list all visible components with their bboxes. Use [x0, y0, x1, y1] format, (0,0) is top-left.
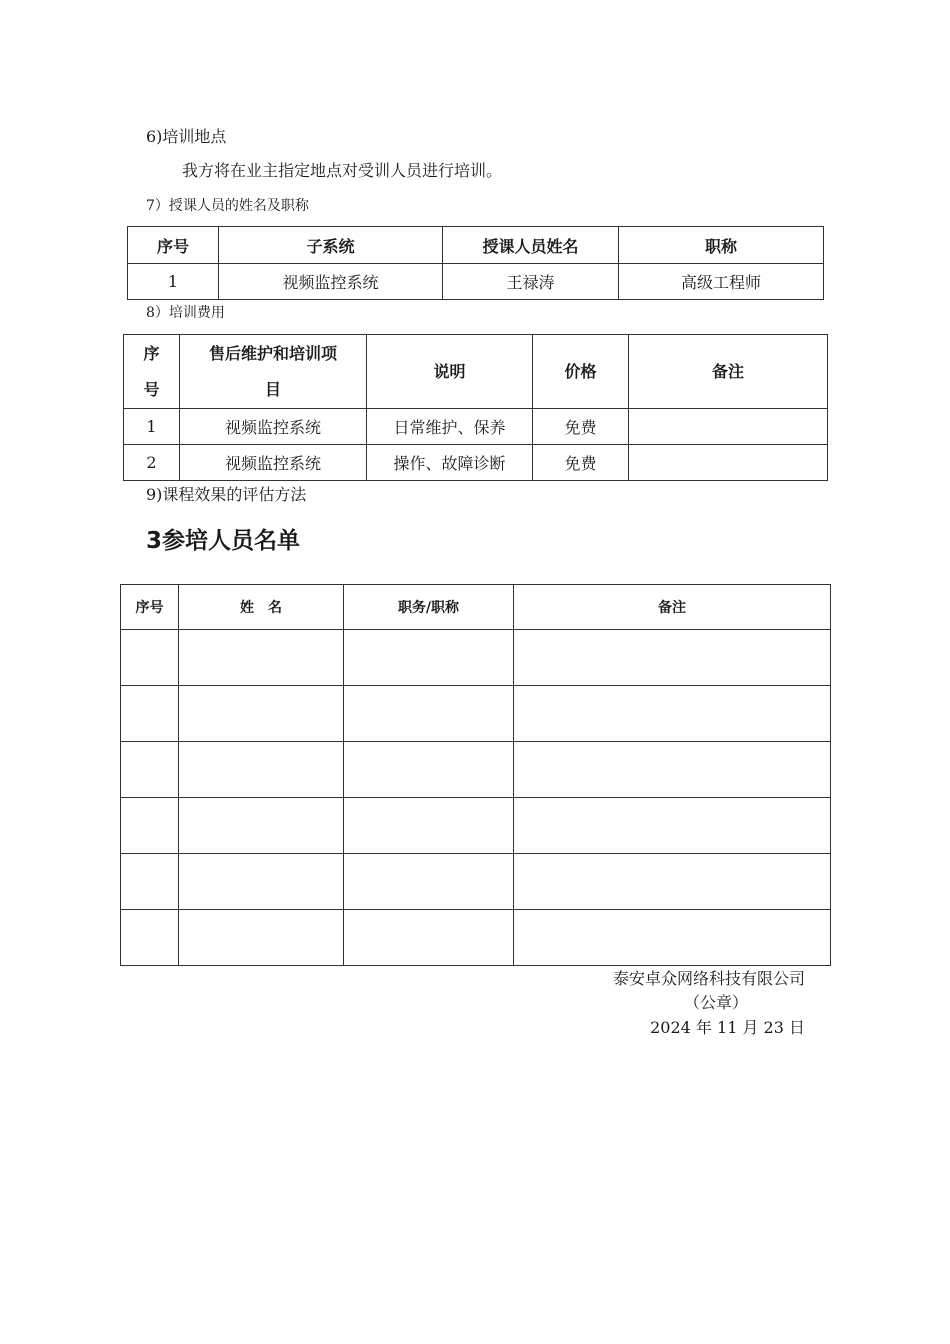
participant-cell [179, 686, 344, 742]
fee-cell: 免费 [533, 409, 629, 445]
participants-table [120, 584, 831, 966]
section-7-heading: 7）授课人员的姓名及职称 [146, 198, 309, 214]
fee-cell: 视频监控系统 [180, 445, 367, 481]
section-6-text: 我方将在业主指定地点对受训人员进行培训。 [182, 161, 503, 180]
participant-cell [344, 630, 514, 686]
fee-header-cell: 售后维护和培训项 目 [180, 335, 367, 409]
participant-cell [344, 742, 514, 798]
instructor-header-cell: 子系统 [219, 227, 443, 264]
fee-cell: 操作、故障诊断 [367, 445, 533, 481]
section-9-heading: 9)课程效果的评估方法 [146, 485, 307, 504]
instructor-cell: 王禄涛 [443, 264, 619, 300]
participant-cell [121, 742, 179, 798]
signature-date: 2024 年 11 月 23 日 [650, 1018, 805, 1037]
participant-cell [121, 798, 179, 854]
participants-section-title: 3参培人员名单 [146, 528, 301, 554]
participant-row [121, 686, 831, 742]
section-6-heading: 6)培训地点 [146, 127, 227, 146]
participant-cell [514, 742, 831, 798]
fee-cell: 1 [124, 409, 180, 445]
fee-cell: 视频监控系统 [180, 409, 367, 445]
fee-cell [629, 409, 828, 445]
participant-header-cell: 备注 [514, 585, 831, 630]
fee-row [124, 409, 828, 445]
participant-cell [179, 854, 344, 910]
participant-cell [121, 910, 179, 966]
participant-row [121, 742, 831, 798]
participant-row [121, 798, 831, 854]
fee-header-cell: 说明 [367, 335, 533, 409]
participant-cell [121, 630, 179, 686]
training-fee-table [123, 334, 828, 481]
fee-header-cell: 价格 [533, 335, 629, 409]
fee-row [124, 445, 828, 481]
participant-cell [344, 854, 514, 910]
participant-cell [179, 742, 344, 798]
company-name: 泰安卓众网络科技有限公司 [612, 969, 805, 988]
instructor-cell: 1 [128, 264, 219, 300]
fee-header-cell: 备注 [629, 335, 828, 409]
participant-cell [514, 910, 831, 966]
fee-header-cell: 序 号 [124, 335, 180, 409]
participant-cell [514, 798, 831, 854]
participant-row [121, 910, 831, 966]
participant-cell [514, 630, 831, 686]
instructor-header-cell: 序号 [128, 227, 219, 264]
participant-cell [179, 910, 344, 966]
participant-cell [344, 910, 514, 966]
participant-header-cell: 姓 名 [179, 585, 344, 630]
participant-row [121, 630, 831, 686]
participant-header-cell: 序号 [121, 585, 179, 630]
instructor-header-cell: 授课人员姓名 [443, 227, 619, 264]
instructor-cell: 高级工程师 [619, 264, 824, 300]
fee-cell: 日常维护、保养 [367, 409, 533, 445]
instructor-cell: 视频监控系统 [219, 264, 443, 300]
instructor-header-cell: 职称 [619, 227, 824, 264]
participant-cell [514, 686, 831, 742]
instructor-row [128, 264, 824, 300]
participant-cell [514, 854, 831, 910]
participant-cell [179, 798, 344, 854]
fee-cell: 免费 [533, 445, 629, 481]
instructor-table [127, 226, 824, 300]
participant-cell [121, 686, 179, 742]
company-seal-label: （公章） [684, 993, 749, 1012]
participant-cell [179, 630, 344, 686]
fee-cell: 2 [124, 445, 180, 481]
fee-cell [629, 445, 828, 481]
participant-cell [121, 854, 179, 910]
participant-header-cell: 职务/职称 [344, 585, 514, 630]
section-8-heading: 8）培训费用 [146, 305, 225, 321]
participant-row [121, 854, 831, 910]
participant-cell [344, 686, 514, 742]
participant-cell [344, 798, 514, 854]
